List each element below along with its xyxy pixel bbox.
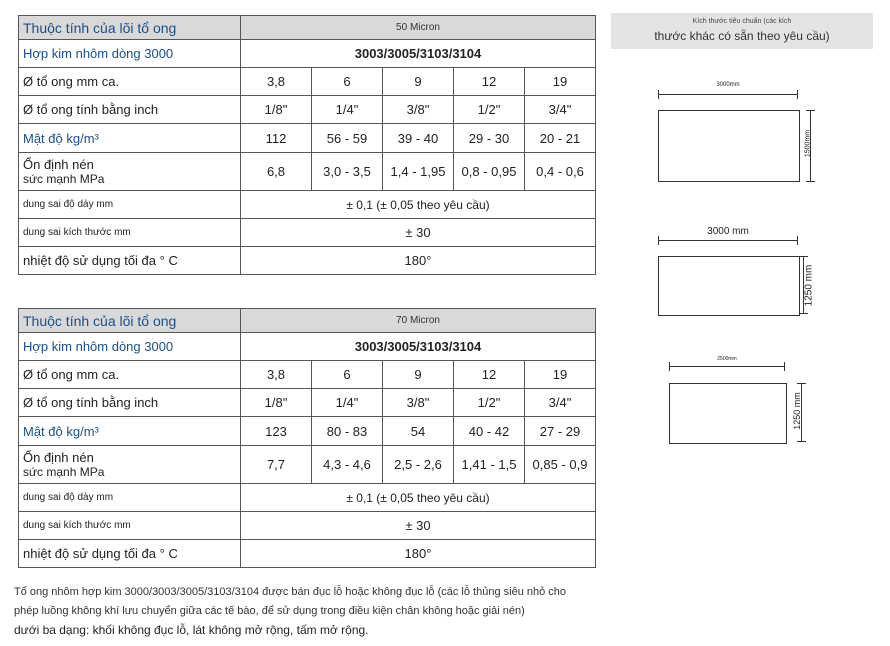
cell: 1/8" (241, 389, 312, 417)
cell: 112 (241, 124, 312, 153)
table-row (19, 389, 596, 417)
table-title: Thuộc tính của lõi tổ ong (19, 16, 241, 40)
table-row (19, 96, 596, 124)
size-tolerance-value: ± 30 (241, 219, 596, 247)
size-3-panel (669, 383, 787, 444)
cell: 1/8" (241, 96, 312, 124)
cell: 6,8 (241, 153, 312, 191)
spec-table-70-micron (18, 308, 596, 568)
table-row (19, 153, 596, 191)
size-3-height-label: 1250 mm (792, 392, 802, 430)
size-2-width-dimension-line (658, 240, 798, 241)
cell: 12 (454, 68, 525, 96)
cell: 29 - 30 (454, 124, 525, 153)
alloy-label: Hợp kim nhôm dòng 3000 (19, 333, 241, 361)
row-label-line2: sức mạnh MPa (23, 171, 105, 186)
alloy-value: 3003/3005/3103/3104 (241, 333, 596, 361)
size-tolerance-value: ± 30 (241, 512, 596, 540)
cell: 6 (312, 361, 383, 389)
cell: 9 (383, 68, 454, 96)
size-3-width-dimension-line (669, 366, 785, 367)
cell: 2,5 - 2,6 (383, 446, 454, 484)
cell: 6 (312, 68, 383, 96)
cell: 1/4" (312, 389, 383, 417)
cell: 3/4" (525, 389, 596, 417)
cell: 40 - 42 (454, 417, 525, 446)
alloy-value: 3003/3005/3103/3104 (241, 40, 596, 68)
row-label (19, 153, 241, 191)
table-row (19, 446, 596, 484)
table-row (19, 417, 596, 446)
table-title: Thuộc tính của lõi tổ ong (19, 309, 241, 333)
row-label-line1: Ổn định nén (23, 156, 94, 172)
spec-table-50-micron (18, 15, 596, 275)
standard-sizes-header (611, 13, 873, 49)
thickness-tolerance-value: ± 0,1 (± 0,05 theo yêu cầu) (241, 484, 596, 512)
cell: 1,4 - 1,95 (383, 153, 454, 191)
cell: 1,41 - 1,5 (454, 446, 525, 484)
size-2-width-label: 3000 mm (707, 226, 749, 237)
thickness-tolerance-label: dung sai độ dày mm (19, 191, 241, 219)
size-1-height-label: 1500mm (804, 129, 812, 158)
row-label: Ø tổ ong mm ca. (19, 361, 241, 389)
cell: 0,85 - 0,9 (525, 446, 596, 484)
row-label: Ø tổ ong tính bằng inch (19, 96, 241, 124)
max-temp-label: nhiệt độ sử dụng tối đa ° C (19, 247, 241, 275)
cell: 56 - 59 (312, 124, 383, 153)
cell: 3,0 - 3,5 (312, 153, 383, 191)
cell: 123 (241, 417, 312, 446)
cell: 1/2" (454, 389, 525, 417)
micron-label: 70 Micron (241, 309, 596, 333)
size-tolerance-label: dung sai kích thước mm (19, 512, 241, 540)
cell: 1/2" (454, 96, 525, 124)
thickness-tolerance-label: dung sai độ dày mm (19, 484, 241, 512)
size-tolerance-label: dung sai kích thước mm (19, 219, 241, 247)
row-label: Mật độ kg/m³ (19, 124, 241, 153)
cell: 7,7 (241, 446, 312, 484)
cell: 0,8 - 0,95 (454, 153, 525, 191)
cell: 3,8 (241, 361, 312, 389)
thickness-tolerance-value: ± 0,1 (± 0,05 theo yêu cầu) (241, 191, 596, 219)
row-label-line1: Ổn định nén (23, 449, 94, 465)
description-line-2: phép luồng không khí lưu chuyển giữa các tế bào, để sử dụng trong điều kiện chân không hoặc giải nén) (14, 605, 525, 617)
cell: 0,4 - 0,6 (525, 153, 596, 191)
description-line-3: dưới ba dạng: khối không đục lỗ, lát không mở rộng, tấm mở rộng. (14, 623, 369, 637)
cell: 54 (383, 417, 454, 446)
description-line-1: Tổ ong nhôm hợp kim 3000/3003/3005/3103/3104 được bán đục lỗ hoặc không đục lỗ (các lỗ thủng siêu nhỏ cho (14, 586, 567, 598)
table-row (19, 124, 596, 153)
cell: 12 (454, 361, 525, 389)
size-2-panel (658, 256, 800, 316)
cell: 3/8" (383, 96, 454, 124)
size-3-width-label: 2500mm (717, 356, 737, 362)
standard-sizes-caption: Kích thước tiêu chuẩn (các kích (692, 18, 792, 25)
cell: 3/8" (383, 389, 454, 417)
size-2-height-label: 1250 mm (803, 264, 815, 307)
micron-label: 50 Micron (241, 16, 596, 40)
cell: 4,3 - 4,6 (312, 446, 383, 484)
cell: 19 (525, 361, 596, 389)
max-temp-value: 180° (241, 540, 596, 568)
standard-sizes-subcaption: thước khác có sẵn theo yêu cầu) (654, 29, 830, 43)
max-temp-value: 180° (241, 247, 596, 275)
cell: 27 - 29 (525, 417, 596, 446)
row-label-line2: sức mạnh MPa (23, 464, 105, 479)
max-temp-label: nhiệt độ sử dụng tối đa ° C (19, 540, 241, 568)
cell: 3/4" (525, 96, 596, 124)
cell: 9 (383, 361, 454, 389)
size-1-panel (658, 110, 800, 182)
cell: 20 - 21 (525, 124, 596, 153)
row-label: Mật độ kg/m³ (19, 417, 241, 446)
alloy-label: Hợp kim nhôm dòng 3000 (19, 40, 241, 68)
table-row (19, 68, 596, 96)
row-label: Ø tổ ong tính bằng inch (19, 389, 241, 417)
cell: 19 (525, 68, 596, 96)
row-label: Ø tổ ong mm ca. (19, 68, 241, 96)
row-label (19, 446, 241, 484)
cell: 80 - 83 (312, 417, 383, 446)
cell: 3,8 (241, 68, 312, 96)
cell: 1/4" (312, 96, 383, 124)
cell: 39 - 40 (383, 124, 454, 153)
size-1-width-dimension-line (658, 94, 798, 95)
table-row (19, 361, 596, 389)
description-paragraph (14, 583, 594, 640)
size-1-width-label: 3000mm (716, 82, 740, 88)
